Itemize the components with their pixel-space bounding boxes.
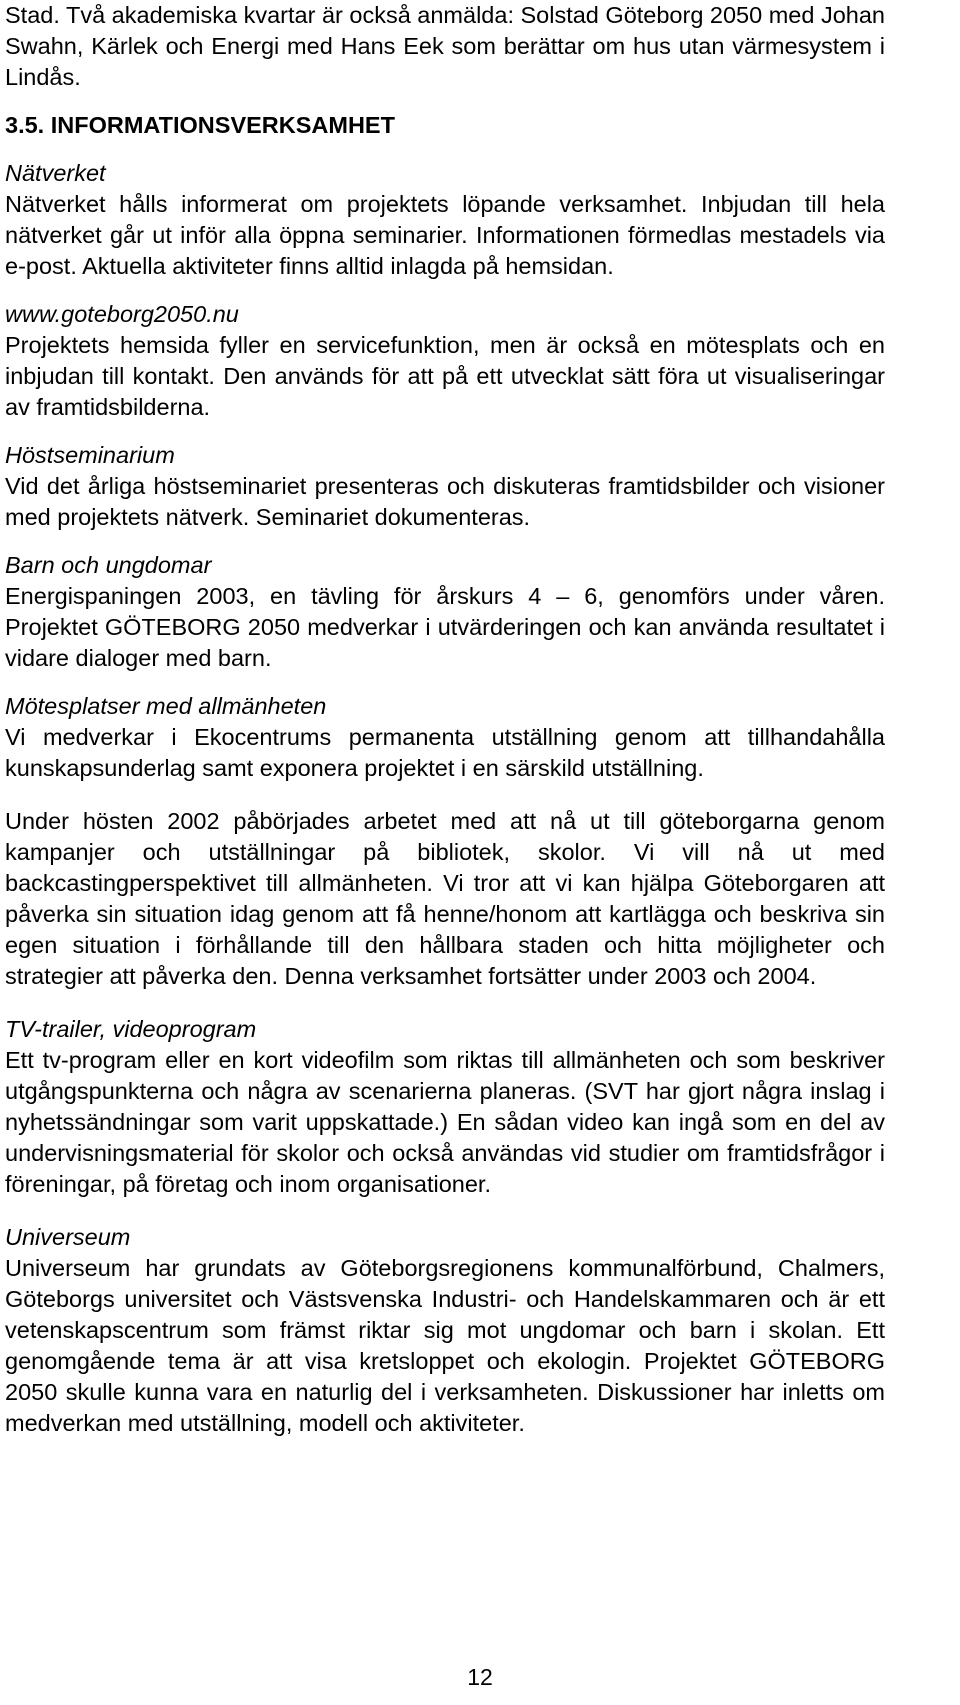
document-page	[5, 0, 885, 1439]
paragraph-motesplatser-2: Under hösten 2002 påbörjades arbetet med att nå ut till göteborgarna genom kampanjer och utställningar på bibliotek, skolor. Vi vill nå ut med backcastingperspektivet till allmänheten. Vi tror att vi kan hjälpa Göteborgaren att påverka sin situation idag genom att få henne/honom att kartlägga och beskriva sin egen situation i förhållande till den hållbara staden och hitta möjligheter och strategier att påverka den. Denna verksamhet fortsätter under 2003 och 2004.	[5, 808, 885, 989]
subheading-motesplatser: Mötesplatser med allmänheten	[5, 693, 327, 719]
paragraph-natverket: Nätverket hålls informerat om projektets löpande verksamhet. Inbjudan till hela nätverket går ut inför alla öppna seminarier. Informationen förmedlas mestadels via e-post. Aktuella aktiviteter finns alltid inlagda på hemsidan.	[5, 191, 885, 279]
subheading-barn-och-ungdomar: Barn och ungdomar	[5, 552, 212, 578]
subheading-website: www.goteborg2050.nu	[5, 301, 239, 327]
section-heading: 3.5. INFORMATIONSVERKSAMHET	[5, 112, 395, 138]
paragraph-universeum: Universeum har grundats av Göteborgsregionens kommunalförbund, Chalmers, Göteborgs universitet och Västsvenska Industri- och Handelskammaren och är ett vetenskapscentrum som främst riktar sig mot ungdomar och barn i skolan. Ett genomgående tema är att visa kretsloppet och ekologin. Projektet GÖTEBORG 2050 skulle kunna vara en naturlig del i verksamheten. Diskussioner har inletts om medverkan med utställning, modell och aktiviteter.	[5, 1255, 885, 1436]
paragraph-tv-trailer: Ett tv-program eller en kort videofilm som riktas till allmänheten och som beskriver utgångspunkterna och några av scenarierna planeras. (SVT har gjort några inslag i nyhetssändningar som varit uppskattade.) En sådan video kan ingå som en del av undervisningsmaterial för skolor och också användas vid studier om framtidsfrågor i föreningar, på företag och inom organisationer.	[5, 1047, 885, 1197]
page-number: 12	[467, 1664, 493, 1690]
subheading-natverket: Nätverket	[5, 160, 106, 186]
intro-paragraph: Stad. Två akademiska kvartar är också anmälda: Solstad Göteborg 2050 med Johan Swahn, Kärlek och Energi med Hans Eek som berättar om hus utan värmesystem i Lindås.	[5, 2, 885, 90]
subheading-hostseminarium: Höstseminarium	[5, 442, 175, 468]
subheading-tv-trailer: TV-trailer, videoprogram	[5, 1016, 257, 1042]
subheading-universeum: Universeum	[5, 1224, 131, 1250]
paragraph-motesplatser: Vi medverkar i Ekocentrums permanenta utställning genom att tillhandahålla kunskapsunderlag samt exponera projektet i en särskild utställning.	[5, 724, 885, 781]
paragraph-barn-och-ungdomar: Energispaningen 2003, en tävling för årskurs 4 – 6, genomförs under våren. Projektet GÖTEBORG 2050 medverkar i utvärderingen och kan använda resultatet i vidare dialoger med barn.	[5, 583, 885, 671]
paragraph-website: Projektets hemsida fyller en servicefunktion, men är också en mötesplats och en inbjudan till kontakt. Den används för att på ett utvecklat sätt föra ut visualiseringar av framtidsbilderna.	[5, 332, 885, 420]
paragraph-hostseminarium: Vid det årliga höstseminariet presenteras och diskuteras framtidsbilder och visioner med projektets nätverk. Seminariet dokumenteras.	[5, 473, 885, 530]
